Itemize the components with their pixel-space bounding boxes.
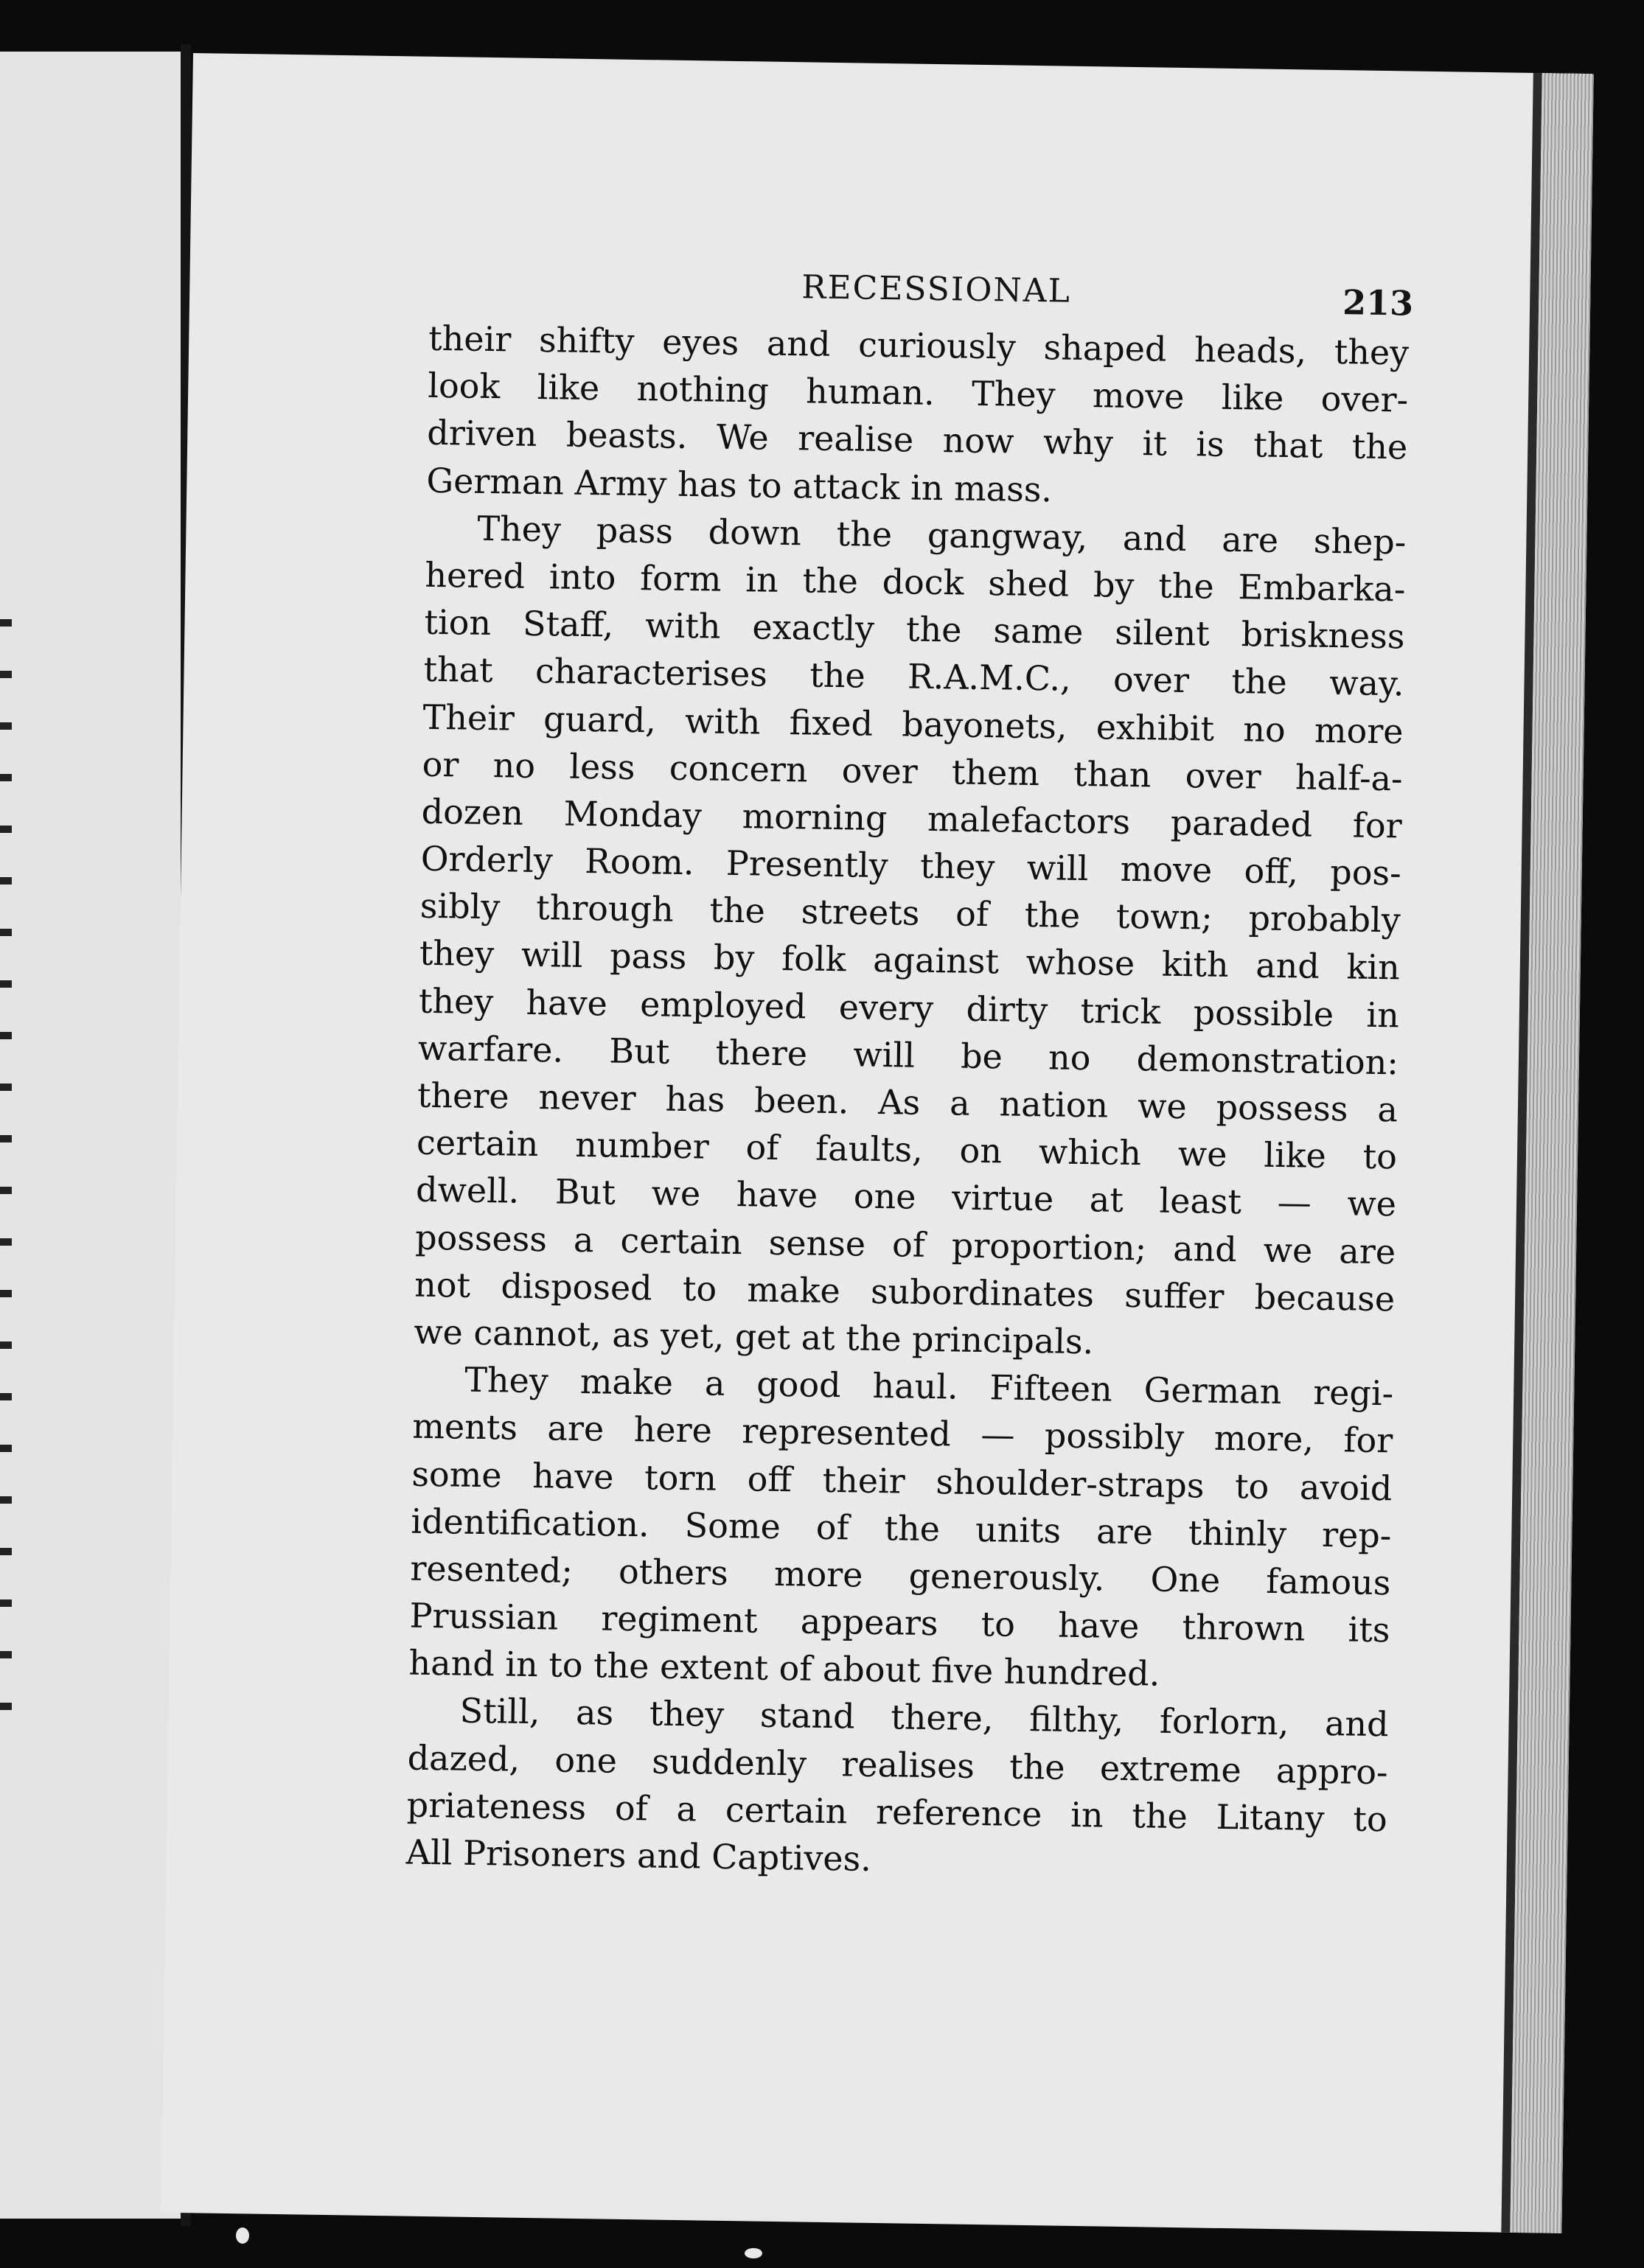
facing-page-text-marks (0, 619, 12, 1725)
text-line: hered into form in the dock shed by the Embarka- (425, 554, 1406, 610)
body-text (405, 315, 1409, 1891)
text-line: dozen Monday morning malefactors paraded for (421, 791, 1403, 846)
scan-speck (745, 2248, 762, 2258)
text-line: tion Staff, with exactly the same silent briskness (424, 601, 1405, 657)
text-line: dwell. But we have one virtue at least — we (415, 1170, 1397, 1224)
text-line: that characterises the R.A.M.C., over the way. (423, 649, 1404, 704)
paragraph-first-line: They pass down the gangway, and are shep- (477, 508, 1407, 562)
text-line: they have employed every dirty trick possible in (418, 980, 1400, 1036)
page-number: 213 (1342, 282, 1414, 324)
text-line: look like nothing human. They move like over- (427, 365, 1409, 420)
text-line: dazed, one suddenly realises the extreme appro- (407, 1737, 1388, 1792)
running-title: RECESSIONAL (801, 268, 1072, 310)
text-line: certain number of faults, on which we like to (416, 1122, 1398, 1177)
text-line: they will pass by folk against whose kith and kin (419, 933, 1401, 988)
text-line: possess a certain sense of proportion; and we are (414, 1217, 1396, 1271)
text-line: Orderly Room. Presently they will move off, pos- (420, 838, 1402, 893)
facing-page-edge (0, 52, 181, 2219)
text-line: some have torn off their shoulder-straps to avoid (411, 1454, 1393, 1508)
text-line: or no less concern over them than over half-a- (422, 744, 1403, 799)
text-line: sibly through the streets of the town; probably (419, 885, 1401, 941)
text-line: warfare. But there will be no demonstration: (417, 1027, 1399, 1083)
book-page (161, 53, 1594, 2233)
text-line: identification. Some of the units are thinly rep- (411, 1501, 1392, 1556)
text-line: there never has been. As a nation we possess a (417, 1075, 1399, 1130)
paragraph-first-line: Still, as they stand there, filthy, forlorn, and (459, 1691, 1389, 1745)
text-line: resented; others more generously. One famous (410, 1548, 1391, 1603)
text-line: German Army has to attack in mass. (426, 460, 1053, 509)
text-line: their shifty eyes and curiously shaped heads, they (428, 318, 1410, 373)
scan-speck (236, 2227, 249, 2244)
text-line: not disposed to make subordinates suffer because (414, 1264, 1396, 1319)
text-line: All Prisoners and Captives. (405, 1832, 872, 1879)
text-line: priateness of a certain reference in the Litany to (406, 1784, 1388, 1840)
text-line: ments are here represented — possibly more, for (411, 1406, 1393, 1461)
text-line: we cannot, as yet, get at the principals. (413, 1311, 1094, 1362)
text-line: Prussian regiment appears to have thrown its (409, 1595, 1390, 1650)
text-line: hand in to the extent of about five hundred. (408, 1642, 1160, 1694)
text-line: Their guard, with fixed bayonets, exhibit no more (422, 697, 1404, 751)
paragraph-first-line: They make a good haul. Fifteen German regi- (464, 1359, 1394, 1414)
text-line: driven beasts. We realise now why it is that the (426, 413, 1408, 467)
